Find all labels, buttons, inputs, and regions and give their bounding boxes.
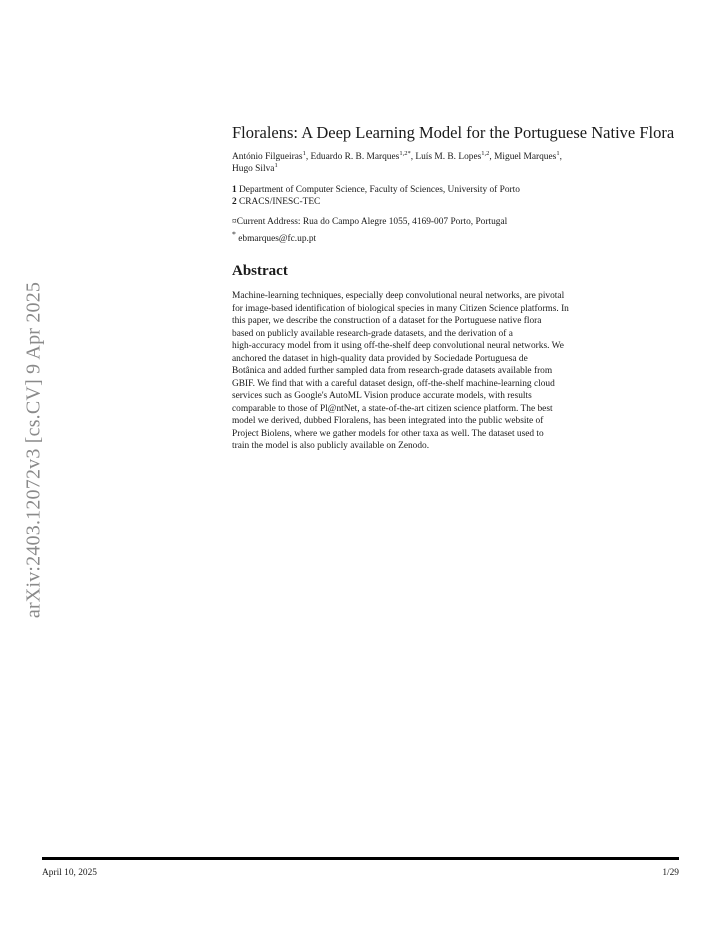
author: António Filgueiras$^1$, <box>232 149 311 162</box>
affiliation: 2 CRACS/INESC-TEC <box>232 196 321 207</box>
author: Miguel Marques$^1$, <box>494 149 562 162</box>
author-notes <box>232 217 680 245</box>
paper-front-matter <box>232 124 680 453</box>
author: Eduardo R. B. Marques$^{1,2*}$, <box>310 149 416 162</box>
affiliation-list <box>232 185 680 208</box>
author-list <box>232 151 680 175</box>
abstract-line: comparable to those of Pl@ntNet, a state-of-the-art citizen science platform. The best <box>232 403 553 414</box>
abstract-line: for image-based identification of biological species in many Citizen Science platforms. In <box>232 303 569 314</box>
abstract-heading: Abstract <box>232 263 288 280</box>
abstract-line: Project Biolens, where we gather models for other taxa as well. The dataset used to <box>232 428 544 439</box>
abstract-line: GBIF. We find that with a careful dataset design, off-the-shelf machine-learning cloud <box>232 378 555 389</box>
abstract-line: this paper, we describe the construction of a dataset for the Portuguese native flora <box>232 316 542 327</box>
abstract-line: anchored the dataset in high-quality data provided by Sociedade Portuguesa de <box>232 353 528 364</box>
current-address: ¤Current Address: Rua do Campo Alegre 1055, 4169-007 Porto, Portugal <box>232 217 508 227</box>
corresponding-email: * ebmarques@fc.up.pt <box>232 229 317 244</box>
affiliation: 1 Department of Computer Science, Faculty of Sciences, University of Porto <box>232 185 520 195</box>
author: Hugo Silva$^1$ <box>232 161 278 174</box>
footer-rule <box>42 857 679 860</box>
abstract-line: based on publicly available research-grade datasets, and the derivation of a <box>232 328 513 339</box>
abstract-line: Machine-learning techniques, especially deep convolutional neural networks, are pivotal <box>232 291 565 302</box>
abstract-line: high-accuracy model from it using off-the-shelf deep convolutional neural networks. We <box>232 341 564 352</box>
author: Luís M. B. Lopes$^{1,2}$, <box>415 149 495 162</box>
paper-title: Floralens: A Deep Learning Model for the Portuguese Native Flora <box>232 123 675 142</box>
abstract-line: train the model is also publicly available on Zenodo. <box>232 441 430 452</box>
abstract-line: Botânica and added further sampled data from research-grade datasets available from <box>232 366 553 377</box>
arxiv-stamp: arXiv:2403.12072v3 [cs.CV] 9 Apr 2025 <box>22 281 45 619</box>
page-number: 1/29 <box>662 868 679 878</box>
abstract-line: services such as Google's AutoML Vision produce accurate models, with results <box>232 391 532 402</box>
abstract-body <box>232 290 680 453</box>
footer-date: April 10, 2025 <box>42 868 97 878</box>
abstract-line: model we derived, dubbed Floralens, has been integrated into the public website of <box>232 416 544 427</box>
